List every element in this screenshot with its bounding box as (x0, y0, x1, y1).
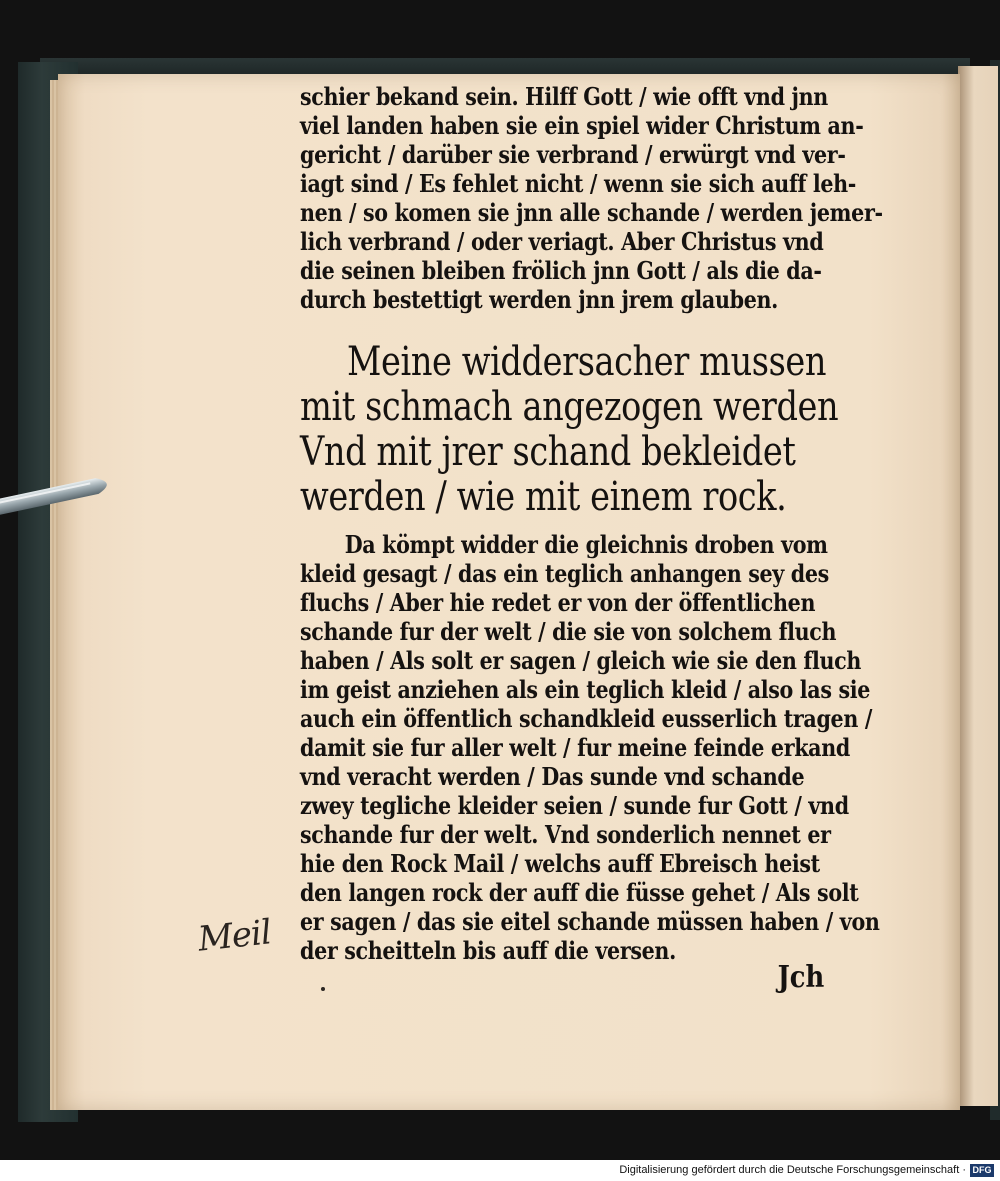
text-line: damit sie fur aller welt / fur meine feinde erkand (300, 733, 850, 762)
catchword: Jch (777, 960, 824, 995)
heading-line: werden / wie mit einem rock. (300, 474, 787, 520)
funding-notice: Digitalisierung gefördert durch die Deutsche Forschungsgemeinschaft · (619, 1164, 966, 1176)
heading-line: Meine widdersacher mussen (347, 339, 827, 385)
text-line: iagt sind / Es fehlet nicht / wenn sie sich auff leh- (300, 169, 857, 198)
text-line: durch bestettigt werden jnn jrem glauben. (300, 285, 778, 314)
text-line: schande fur der welt. Vnd sonderlich nennet er (300, 820, 831, 849)
dfg-logo: DFG (970, 1164, 994, 1177)
verse-heading (300, 340, 941, 520)
text-line: Da kömpt widder die gleichnis droben vom (344, 530, 828, 559)
text-line: vnd veracht werden / Das sunde vnd schande (300, 762, 805, 791)
text-line: kleid gesagt / das ein teglich anhangen sey des (300, 559, 829, 588)
text-line: im geist anziehen als ein teglich kleid / also las sie (300, 675, 871, 704)
heading-line: mit schmach angezogen werden (300, 384, 839, 430)
text-line: schande fur der welt / die sie von solchem fluch (300, 617, 837, 646)
text-block-commentary (300, 530, 974, 965)
text-line: den langen rock der auff die füsse gehet / Als solt (300, 878, 859, 907)
text-line: er sagen / das sie eitel schande müssen haben / von (300, 907, 880, 936)
text-line: hie den Rock Mail / welchs auff Ebreisch heist (300, 849, 820, 878)
text-line: nen / so komen sie jnn alle schande / werden jemer- (300, 198, 883, 227)
handwritten-margin-note: Meil (196, 912, 273, 960)
text-line: haben / Als solt er sagen / gleich wie sie den fluch (300, 646, 862, 675)
text-line: lich verbrand / oder veriagt. Aber Christus vnd (300, 227, 824, 256)
heading-line: Vnd mit jrer schand bekleidet (300, 429, 796, 475)
text-line: auch ein öffentlich schandkleid eusserlich tragen / (300, 704, 873, 733)
text-line: fluchs / Aber hie redet er von der öffentlichen (300, 588, 816, 617)
text-line: zwey tegliche kleider seien / sunde fur Gott / vnd (300, 791, 849, 820)
text-line: viel landen haben sie ein spiel wider Christum an- (300, 111, 864, 140)
footer-bar (0, 1160, 1000, 1181)
text-line: gericht / darüber sie verbrand / erwürgt vnd ver- (300, 140, 846, 169)
text-line: schier bekand sein. Hilff Gott / wie offt vnd jnn (300, 82, 828, 111)
ink-dot (321, 987, 325, 991)
text-line: der scheitteln bis auff die versen. (300, 936, 676, 965)
text-block-top (300, 82, 978, 314)
text-line: die seinen bleiben frölich jnn Gott / als die da- (300, 256, 822, 285)
